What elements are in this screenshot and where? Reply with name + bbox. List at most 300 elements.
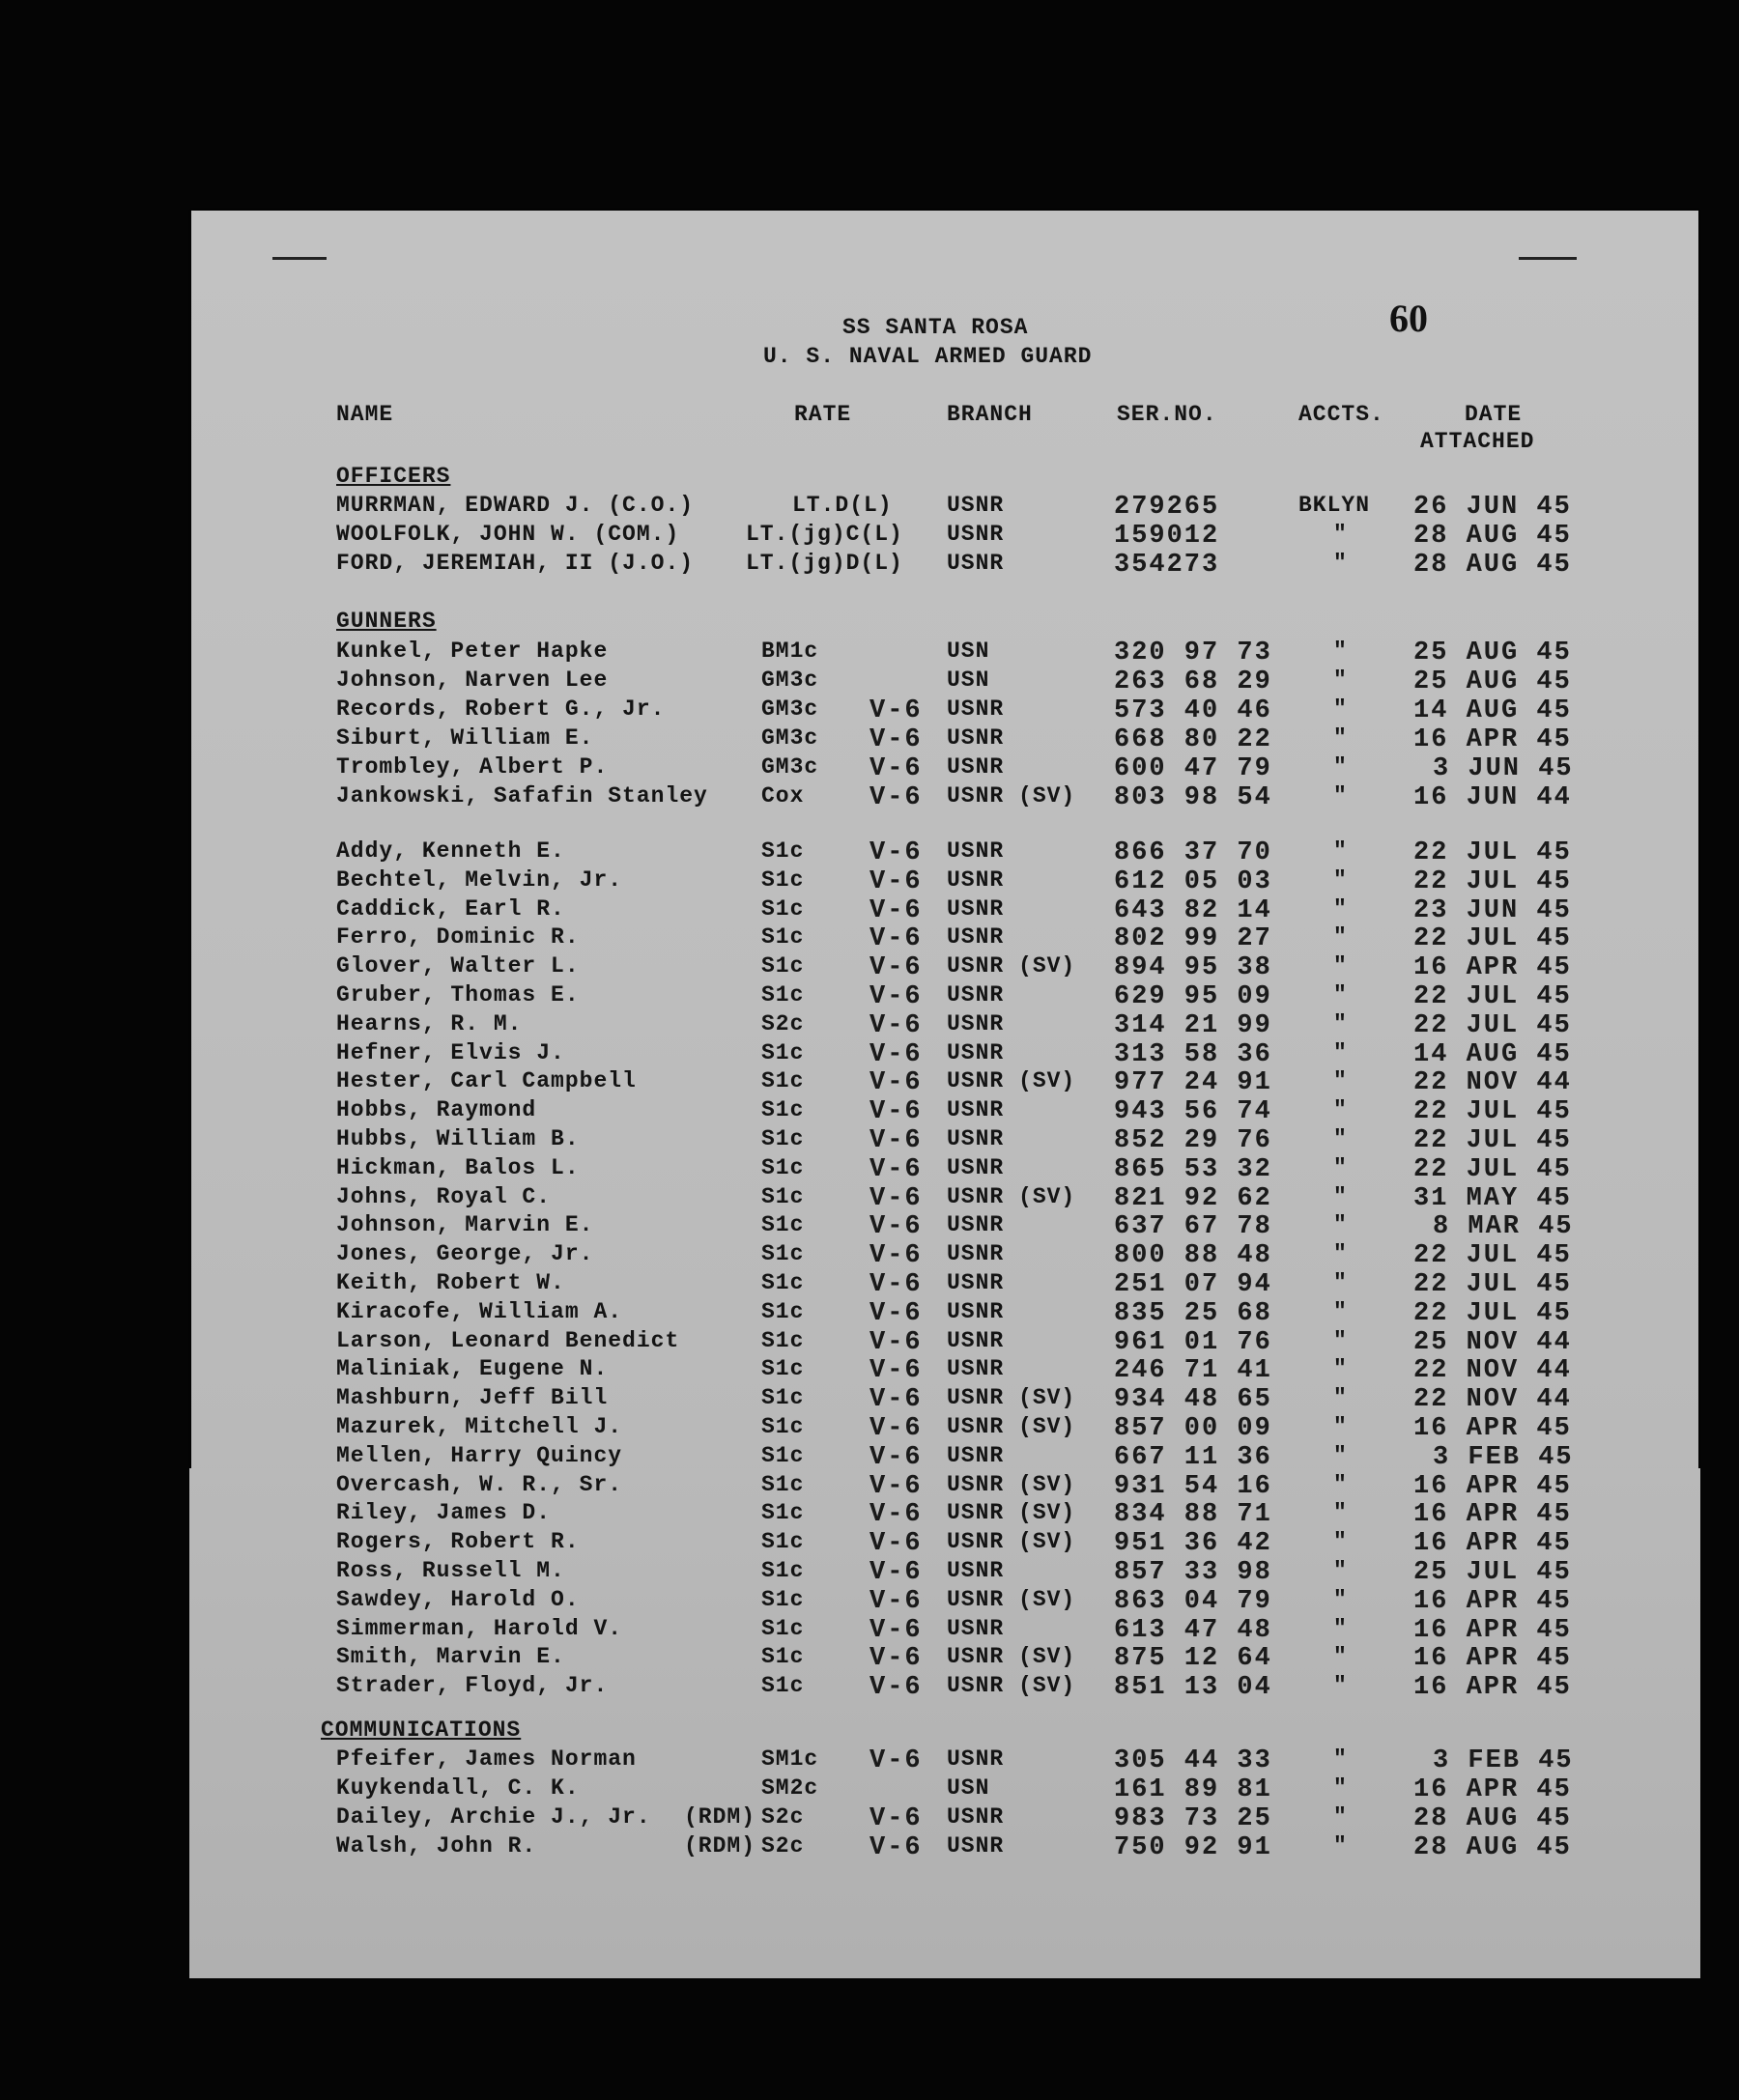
roster-row xyxy=(191,1184,1698,1213)
roster-row xyxy=(191,1299,1698,1328)
crew-branch: USNR xyxy=(947,982,1005,1007)
crew-accounts: " xyxy=(1333,754,1348,780)
crew-date-attached: 16 APR 45 xyxy=(1413,1586,1572,1616)
crew-rate: S1c xyxy=(761,953,805,979)
crew-branch: USNR (SV) xyxy=(947,1414,1076,1439)
crew-accounts: " xyxy=(1333,1615,1348,1641)
roster-row xyxy=(191,1558,1698,1587)
crew-branch: USNR xyxy=(947,1010,1005,1036)
crew-rate: S1c xyxy=(761,1298,805,1324)
crew-service-number: 803 98 54 xyxy=(1114,783,1272,812)
crew-rate: GM3c xyxy=(761,696,819,722)
crew-date-attached: 16 APR 45 xyxy=(1413,1615,1572,1645)
crew-v-class: V-6 xyxy=(870,1097,923,1127)
crew-date-attached: 16 APR 45 xyxy=(1413,1500,1572,1530)
crew-v-class: V-6 xyxy=(870,1010,923,1040)
crew-name: Ferro, Dominic R. xyxy=(336,924,580,951)
crew-date-attached: 14 AUG 45 xyxy=(1413,696,1572,725)
crew-name: Hubbs, William B. xyxy=(336,1126,580,1151)
crew-service-number: 800 88 48 xyxy=(1114,1241,1272,1271)
unit-title: U. S. NAVAL ARMED GUARD xyxy=(763,344,1093,369)
crew-name: Glover, Walter L. xyxy=(336,953,580,979)
crew-name: Riley, James D. xyxy=(336,1500,552,1526)
roster-row xyxy=(191,982,1698,1011)
crew-branch: USNR xyxy=(947,1126,1005,1151)
crew-branch: USNR xyxy=(947,924,1005,951)
roster-row xyxy=(191,896,1698,925)
crew-date-attached: 16 APR 45 xyxy=(1413,1471,1572,1501)
crew-service-number: 857 33 98 xyxy=(1114,1558,1272,1587)
crew-branch: USNR xyxy=(947,895,1005,922)
crew-v-class: V-6 xyxy=(870,1126,923,1155)
crew-name: WOOLFOLK, JOHN W. (COM.) xyxy=(336,522,680,547)
crew-name: Trombley, Albert P. xyxy=(336,754,609,780)
crew-accounts: " xyxy=(1333,783,1348,809)
crew-service-number: 802 99 27 xyxy=(1114,924,1272,954)
crew-accounts: " xyxy=(1333,1775,1348,1801)
crew-service-number: 835 25 68 xyxy=(1114,1298,1272,1328)
crew-service-number: 668 80 22 xyxy=(1114,725,1272,754)
column-header-accts: ACCTS. xyxy=(1298,402,1384,427)
crew-rate: S1c xyxy=(761,1183,805,1209)
crew-date-attached: 22 JUL 45 xyxy=(1413,1154,1572,1184)
column-header-name: NAME xyxy=(336,402,394,427)
crew-accounts: " xyxy=(1333,1039,1348,1065)
crew-name: Jankowski, Safafin Stanley xyxy=(336,783,708,809)
crew-name: Johnson, Marvin E. xyxy=(336,1212,594,1238)
crew-name: Hefner, Elvis J. xyxy=(336,1039,565,1065)
crew-accounts: " xyxy=(1333,1356,1348,1382)
crew-accounts: " xyxy=(1333,838,1348,864)
roster-row xyxy=(191,1443,1698,1472)
crew-rate: Cox xyxy=(761,783,805,809)
roster-row xyxy=(191,1414,1698,1443)
crew-date-attached: 16 APR 45 xyxy=(1413,1644,1572,1674)
crew-date-attached: 28 AUG 45 xyxy=(1413,1804,1572,1833)
crew-accounts: " xyxy=(1333,639,1348,664)
ship-title: SS SANTA ROSA xyxy=(842,315,1029,340)
crew-accounts: " xyxy=(1333,1298,1348,1324)
roster-row xyxy=(191,924,1698,953)
crew-name: Kiracofe, William A. xyxy=(336,1298,623,1324)
crew-service-number: 866 37 70 xyxy=(1114,838,1272,867)
roster-row xyxy=(191,754,1698,783)
crew-service-number: 875 12 64 xyxy=(1114,1644,1272,1674)
crew-accounts: " xyxy=(1333,696,1348,722)
crew-name: Strader, Floyd, Jr. xyxy=(336,1673,609,1699)
crew-date-attached: 16 APR 45 xyxy=(1413,953,1572,983)
crew-v-class: V-6 xyxy=(870,1327,923,1357)
crew-rate: S1c xyxy=(761,866,805,893)
crew-v-class: V-6 xyxy=(870,895,923,925)
crew-branch: USNR xyxy=(947,866,1005,893)
crew-branch: USNR xyxy=(947,1615,1005,1641)
crew-date-attached: 22 NOV 44 xyxy=(1413,1356,1572,1386)
roster-row xyxy=(191,1587,1698,1616)
crew-branch: USNR (SV) xyxy=(947,783,1076,809)
crew-rate: S1c xyxy=(761,1385,805,1411)
column-header-rate: RATE xyxy=(794,402,852,427)
crew-rate: GM3c xyxy=(761,754,819,780)
crew-date-attached: 22 JUL 45 xyxy=(1413,924,1572,954)
crew-v-class: V-6 xyxy=(870,1385,923,1415)
crew-rate: S1c xyxy=(761,1529,805,1555)
crew-branch: USNR xyxy=(947,522,1005,547)
crew-name: Mazurek, Mitchell J. xyxy=(336,1414,623,1439)
crew-name: Caddick, Earl R. xyxy=(336,895,565,922)
crew-branch: USNR xyxy=(947,696,1005,722)
crew-accounts: " xyxy=(1333,1154,1348,1180)
crew-branch: USNR xyxy=(947,838,1005,864)
crew-branch: USNR (SV) xyxy=(947,1644,1076,1670)
crew-accounts: " xyxy=(1333,1529,1348,1555)
crew-rate: S1c xyxy=(761,1068,805,1094)
crew-v-class: V-6 xyxy=(870,1068,923,1098)
crew-branch: USNR xyxy=(947,725,1005,751)
crew-branch: USNR xyxy=(947,1804,1005,1830)
crew-date-attached: 22 NOV 44 xyxy=(1413,1068,1572,1098)
crew-service-number: 354273 xyxy=(1114,551,1220,580)
crew-rdm: (RDM) xyxy=(684,1833,756,1859)
crew-service-number: 961 01 76 xyxy=(1114,1327,1272,1357)
crew-accounts: " xyxy=(1333,1385,1348,1411)
crew-accounts: " xyxy=(1333,1586,1348,1612)
crew-v-class: V-6 xyxy=(870,1644,923,1674)
crew-service-number: 894 95 38 xyxy=(1114,953,1272,983)
crew-v-class: V-6 xyxy=(870,1039,923,1069)
crew-branch: USNR xyxy=(947,1327,1005,1353)
crew-name: Maliniak, Eugene N. xyxy=(336,1356,609,1382)
crew-service-number: 931 54 16 xyxy=(1114,1471,1272,1501)
crew-name: Gruber, Thomas E. xyxy=(336,982,580,1007)
crew-accounts: " xyxy=(1333,522,1348,547)
crew-v-class: V-6 xyxy=(870,1586,923,1616)
roster-row xyxy=(191,867,1698,896)
column-header-ser-no: SER.NO. xyxy=(1117,402,1217,427)
crew-service-number: 983 73 25 xyxy=(1114,1804,1272,1833)
crew-accounts: " xyxy=(1333,1414,1348,1439)
crew-rate: S1c xyxy=(761,1039,805,1065)
crew-date-attached: 3 FEB 45 xyxy=(1433,1442,1574,1472)
crew-accounts: " xyxy=(1333,1212,1348,1238)
document-page xyxy=(191,211,1698,1976)
crew-rate: LT.(jg)C(L) xyxy=(746,522,903,547)
crew-v-class: V-6 xyxy=(870,1833,923,1862)
crew-accounts: " xyxy=(1333,1327,1348,1353)
crew-name: Records, Robert G., Jr. xyxy=(336,696,666,722)
crew-rate: S2c xyxy=(761,1804,805,1830)
crew-rate: S1c xyxy=(761,838,805,864)
crew-rate: S1c xyxy=(761,1615,805,1641)
crew-service-number: 977 24 91 xyxy=(1114,1068,1272,1098)
crew-accounts: " xyxy=(1333,1241,1348,1267)
column-header-attached: ATTACHED xyxy=(1420,429,1535,454)
crew-name: Larson, Leonard Benedict xyxy=(336,1327,680,1353)
crew-accounts: " xyxy=(1333,895,1348,922)
hole-punch-mark-right xyxy=(1519,257,1577,260)
crew-v-class: V-6 xyxy=(870,1558,923,1587)
crew-rate: BM1c xyxy=(761,639,819,664)
crew-service-number: 857 00 09 xyxy=(1114,1414,1272,1443)
crew-rate: S1c xyxy=(761,1097,805,1123)
crew-accounts: " xyxy=(1333,725,1348,751)
crew-date-attached: 25 AUG 45 xyxy=(1413,667,1572,696)
roster-row xyxy=(191,783,1698,812)
crew-branch: USNR xyxy=(947,1442,1005,1468)
crew-name: Kunkel, Peter Hapke xyxy=(336,639,609,664)
crew-date-attached: 3 FEB 45 xyxy=(1433,1746,1574,1775)
crew-branch: USNR (SV) xyxy=(947,1183,1076,1209)
crew-date-attached: 16 APR 45 xyxy=(1413,1673,1572,1703)
crew-branch: USNR xyxy=(947,1039,1005,1065)
crew-v-class: V-6 xyxy=(870,1746,923,1775)
crew-accounts: " xyxy=(1333,1804,1348,1830)
crew-name: Hearns, R. M. xyxy=(336,1010,523,1036)
crew-accounts: BKLYN xyxy=(1298,493,1371,518)
crew-branch: USNR xyxy=(947,1298,1005,1324)
page-number: 60 xyxy=(1389,297,1428,340)
crew-service-number: 313 58 36 xyxy=(1114,1039,1272,1069)
crew-v-class: V-6 xyxy=(870,1241,923,1271)
roster-row xyxy=(191,1126,1698,1155)
crew-service-number: 934 48 65 xyxy=(1114,1385,1272,1415)
crew-accounts: " xyxy=(1333,1500,1348,1526)
crew-accounts: " xyxy=(1333,1673,1348,1699)
crew-v-class: V-6 xyxy=(870,1414,923,1443)
crew-service-number: 951 36 42 xyxy=(1114,1529,1272,1559)
crew-v-class: V-6 xyxy=(870,725,923,754)
roster-row xyxy=(191,1616,1698,1645)
crew-v-class: V-6 xyxy=(870,953,923,983)
crew-date-attached: 22 JUL 45 xyxy=(1413,1010,1572,1040)
crew-name: Siburt, William E. xyxy=(336,725,594,751)
crew-service-number: 834 88 71 xyxy=(1114,1500,1272,1530)
crew-rate: S1c xyxy=(761,1327,805,1353)
roster-row xyxy=(191,1328,1698,1357)
roster-row xyxy=(191,1097,1698,1126)
crew-v-class: V-6 xyxy=(870,1442,923,1472)
crew-accounts: " xyxy=(1333,1558,1348,1583)
crew-branch: USNR xyxy=(947,754,1005,780)
crew-v-class: V-6 xyxy=(870,1212,923,1242)
crew-accounts: " xyxy=(1333,1126,1348,1151)
roster-row xyxy=(191,667,1698,696)
crew-name: Walsh, John R. xyxy=(336,1833,537,1859)
crew-date-attached: 22 JUL 45 xyxy=(1413,1270,1572,1299)
crew-rate: S1c xyxy=(761,1442,805,1468)
roster-row xyxy=(191,1673,1698,1702)
crew-branch: USNR (SV) xyxy=(947,1586,1076,1612)
crew-name: Bechtel, Melvin, Jr. xyxy=(336,866,623,893)
crew-date-attached: 22 JUL 45 xyxy=(1413,1126,1572,1155)
crew-v-class: V-6 xyxy=(870,1154,923,1184)
crew-service-number: 320 97 73 xyxy=(1114,639,1272,667)
crew-rate: S1c xyxy=(761,1586,805,1612)
crew-branch: USNR xyxy=(947,1558,1005,1583)
crew-service-number: 821 92 62 xyxy=(1114,1183,1272,1213)
crew-branch: USNR (SV) xyxy=(947,1068,1076,1094)
crew-name: Overcash, W. R., Sr. xyxy=(336,1471,623,1497)
crew-date-attached: 22 JUL 45 xyxy=(1413,1097,1572,1127)
roster-row xyxy=(191,1356,1698,1385)
roster-row xyxy=(191,953,1698,982)
crew-v-class: V-6 xyxy=(870,924,923,954)
crew-name: Johnson, Narven Lee xyxy=(336,667,609,693)
crew-service-number: 600 47 79 xyxy=(1114,754,1272,783)
crew-rate: S1c xyxy=(761,1673,805,1699)
roster-row xyxy=(191,1775,1698,1804)
crew-date-attached: 26 JUN 45 xyxy=(1413,493,1572,522)
crew-date-attached: 31 MAY 45 xyxy=(1413,1183,1572,1213)
crew-branch: USN xyxy=(947,667,990,693)
crew-branch: USNR (SV) xyxy=(947,1529,1076,1555)
crew-branch: USNR xyxy=(947,1212,1005,1238)
crew-service-number: 865 53 32 xyxy=(1114,1154,1272,1184)
crew-rate: S1c xyxy=(761,1126,805,1151)
crew-date-attached: 23 JUN 45 xyxy=(1413,895,1572,925)
roster-row xyxy=(191,1040,1698,1069)
crew-branch: USNR xyxy=(947,1241,1005,1267)
crew-accounts: " xyxy=(1333,1068,1348,1094)
crew-rate: LT.D(L) xyxy=(792,493,893,518)
crew-accounts: " xyxy=(1333,667,1348,693)
crew-rate: S1c xyxy=(761,1471,805,1497)
crew-name: Pfeifer, James Norman xyxy=(336,1746,637,1772)
crew-v-class: V-6 xyxy=(870,982,923,1011)
roster-row xyxy=(191,1270,1698,1299)
crew-name: Kuykendall, C. K. xyxy=(336,1775,580,1801)
crew-date-attached: 28 AUG 45 xyxy=(1413,1833,1572,1862)
crew-service-number: 246 71 41 xyxy=(1114,1356,1272,1386)
crew-service-number: 643 82 14 xyxy=(1114,895,1272,925)
crew-accounts: " xyxy=(1333,1471,1348,1497)
crew-service-number: 612 05 03 xyxy=(1114,866,1272,896)
roster-row xyxy=(191,551,1698,580)
crew-name: Keith, Robert W. xyxy=(336,1270,565,1295)
crew-branch: USNR xyxy=(947,1154,1005,1180)
crew-branch: USNR (SV) xyxy=(947,1500,1076,1526)
crew-rate: S2c xyxy=(761,1833,805,1859)
crew-branch: USNR xyxy=(947,1270,1005,1295)
roster-row xyxy=(191,522,1698,551)
roster-row xyxy=(191,1241,1698,1270)
crew-rate: SM2c xyxy=(761,1775,819,1801)
crew-branch: USNR xyxy=(947,1833,1005,1859)
roster-row xyxy=(191,1011,1698,1040)
crew-name: Mellen, Harry Quincy xyxy=(336,1442,623,1468)
crew-service-number: 943 56 74 xyxy=(1114,1097,1272,1127)
crew-service-number: 637 67 78 xyxy=(1114,1212,1272,1242)
crew-rate: S1c xyxy=(761,1356,805,1382)
crew-rate: GM3c xyxy=(761,667,819,693)
crew-v-class: V-6 xyxy=(870,696,923,725)
crew-v-class: V-6 xyxy=(870,1183,923,1213)
crew-name: FORD, JEREMIAH, II (J.O.) xyxy=(336,551,695,576)
roster-row xyxy=(191,1746,1698,1775)
crew-accounts: " xyxy=(1333,953,1348,979)
column-header-date: DATE xyxy=(1465,402,1523,427)
crew-service-number: 613 47 48 xyxy=(1114,1615,1272,1645)
crew-name: Dailey, Archie J., Jr. xyxy=(336,1804,651,1830)
column-header-branch: BRANCH xyxy=(947,402,1033,427)
roster-row xyxy=(191,1529,1698,1558)
roster-row xyxy=(191,1212,1698,1241)
hole-punch-mark-left xyxy=(272,257,327,260)
crew-v-class: V-6 xyxy=(870,754,923,783)
crew-name: Ross, Russell M. xyxy=(336,1558,565,1583)
crew-date-attached: 22 JUL 45 xyxy=(1413,866,1572,896)
crew-accounts: " xyxy=(1333,1097,1348,1123)
crew-accounts: " xyxy=(1333,866,1348,893)
roster-row xyxy=(191,1644,1698,1673)
crew-accounts: " xyxy=(1333,924,1348,951)
crew-rate: S1c xyxy=(761,1212,805,1238)
crew-date-attached: 22 JUL 45 xyxy=(1413,982,1572,1011)
crew-branch: USN xyxy=(947,639,990,664)
crew-name: Johns, Royal C. xyxy=(336,1183,552,1209)
crew-name: Jones, George, Jr. xyxy=(336,1241,594,1267)
crew-v-class: V-6 xyxy=(870,1298,923,1328)
crew-accounts: " xyxy=(1333,551,1348,576)
roster-row xyxy=(191,1804,1698,1833)
crew-v-class: V-6 xyxy=(870,783,923,812)
crew-branch: USNR xyxy=(947,551,1005,576)
crew-service-number: 667 11 36 xyxy=(1114,1442,1272,1472)
crew-service-number: 750 92 91 xyxy=(1114,1833,1272,1862)
crew-v-class: V-6 xyxy=(870,1500,923,1530)
crew-rate: GM3c xyxy=(761,725,819,751)
crew-rate: S1c xyxy=(761,924,805,951)
roster-row xyxy=(191,696,1698,725)
roster-row xyxy=(191,639,1698,667)
crew-v-class: V-6 xyxy=(870,838,923,867)
crew-rate: S1c xyxy=(761,895,805,922)
crew-date-attached: 3 JUN 45 xyxy=(1433,754,1574,783)
crew-rate: LT.(jg)D(L) xyxy=(746,551,903,576)
crew-date-attached: 22 JUL 45 xyxy=(1413,1241,1572,1271)
crew-rate: S1c xyxy=(761,1154,805,1180)
crew-date-attached: 28 AUG 45 xyxy=(1413,551,1572,580)
crew-v-class: V-6 xyxy=(870,1615,923,1645)
crew-service-number: 251 07 94 xyxy=(1114,1270,1272,1299)
roster-row xyxy=(191,1155,1698,1184)
crew-date-attached: 28 AUG 45 xyxy=(1413,522,1572,551)
section-gunners: GUNNERS xyxy=(336,609,437,634)
crew-name: Hester, Carl Campbell xyxy=(336,1068,637,1094)
crew-service-number: 305 44 33 xyxy=(1114,1746,1272,1775)
crew-rate: S1c xyxy=(761,1500,805,1526)
crew-branch: USN xyxy=(947,1775,990,1801)
section-officers: OFFICERS xyxy=(336,464,451,489)
crew-name: Sawdey, Harold O. xyxy=(336,1586,580,1612)
crew-date-attached: 16 APR 45 xyxy=(1413,1414,1572,1443)
crew-date-attached: 8 MAR 45 xyxy=(1433,1212,1574,1242)
crew-service-number: 863 04 79 xyxy=(1114,1586,1272,1616)
crew-v-class: V-6 xyxy=(870,1529,923,1559)
crew-branch: USNR xyxy=(947,1746,1005,1772)
roster-row xyxy=(191,1068,1698,1097)
crew-rate: S1c xyxy=(761,1414,805,1439)
crew-date-attached: 14 AUG 45 xyxy=(1413,1039,1572,1069)
crew-date-attached: 25 JUL 45 xyxy=(1413,1558,1572,1587)
crew-rate: S1c xyxy=(761,1241,805,1267)
crew-service-number: 263 68 29 xyxy=(1114,667,1272,696)
crew-date-attached: 22 JUL 45 xyxy=(1413,1298,1572,1328)
crew-branch: USNR xyxy=(947,1356,1005,1382)
crew-service-number: 279265 xyxy=(1114,493,1220,522)
roster-row xyxy=(191,1833,1698,1862)
crew-accounts: " xyxy=(1333,1746,1348,1772)
